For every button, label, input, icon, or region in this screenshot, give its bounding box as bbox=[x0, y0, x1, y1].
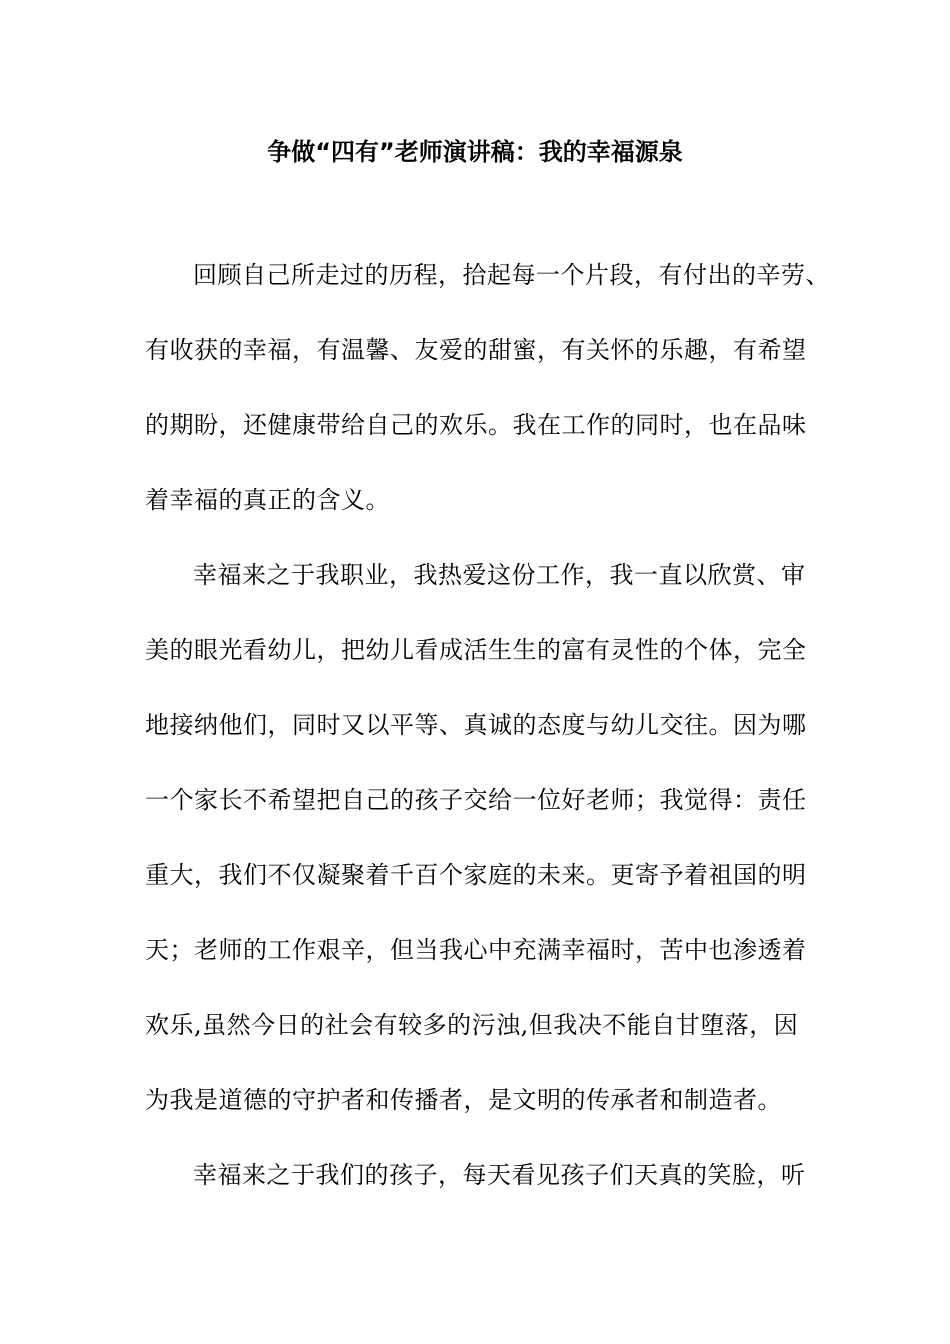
paragraph-1-line-3: 的期盼，还健康带给自己的欢乐。我在工作的同时，也在品味 bbox=[145, 411, 807, 439]
paragraph-1-line-4: 着幸福的真正的含义。 bbox=[145, 486, 390, 514]
paragraph-1-line-1: 回顾自己所走过的历程，拾起每一个片段，有付出的辛劳、 bbox=[193, 261, 830, 289]
paragraph-3-line-1: 幸福来之于我们的孩子，每天看见孩子们天真的笑脸，听 bbox=[193, 1161, 806, 1189]
paragraph-2-line-3: 地接纳他们，同时又以平等、真诚的态度与幼儿交往。因为哪 bbox=[145, 711, 807, 739]
paragraph-2-line-2: 美的眼光看幼儿，把幼儿看成活生生的富有灵性的个体，完全 bbox=[145, 636, 807, 664]
paragraph-2-line-8: 为我是道德的守护者和传播者，是文明的传承者和制造者。 bbox=[145, 1086, 782, 1114]
paragraph-2-line-6: 天；老师的工作艰辛，但当我心中充满幸福时，苦中也渗透着 bbox=[145, 936, 807, 964]
paragraph-2-line-7: 欢乐,虽然今日的社会有较多的污浊,但我决不能自甘堕落，因 bbox=[145, 1011, 799, 1039]
document-title: 争做“四有”老师演讲稿：我的幸福源泉 bbox=[267, 138, 683, 166]
paragraph-2-line-5: 重大，我们不仅凝聚着千百个家庭的未来。更寄予着祖国的明 bbox=[145, 861, 807, 889]
paragraph-2-line-4: 一个家长不希望把自己的孩子交给一位好老师；我觉得：责任 bbox=[145, 786, 807, 814]
paragraph-1-line-2: 有收获的幸福，有温馨、友爱的甜蜜，有关怀的乐趣，有希望 bbox=[145, 336, 807, 364]
paragraph-2-line-1: 幸福来之于我职业，我热爱这份工作，我一直以欣赏、审 bbox=[193, 561, 806, 589]
